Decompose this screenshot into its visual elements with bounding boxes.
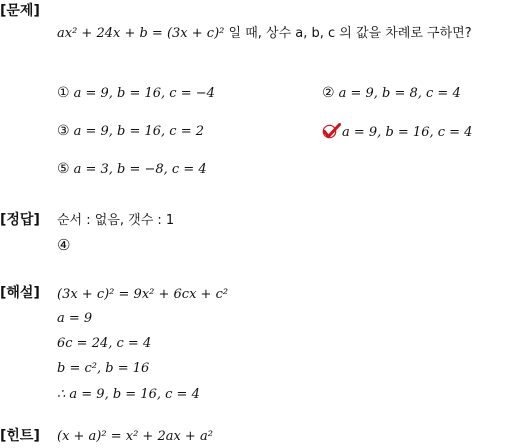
explanation-line-5: ∴ a = 9, b = 16, c = 4 (57, 387, 200, 402)
explanation-line-2: a = 9 (57, 311, 93, 326)
choice-marker: ③ (57, 123, 70, 139)
choice-2[interactable] (322, 85, 461, 102)
choice-marker: ① (57, 85, 70, 101)
choice-marker: ② (322, 85, 335, 101)
answer-meta: 순서 : 없음, 갯수 : 1 (57, 213, 175, 228)
choice-5[interactable] (57, 161, 207, 178)
answer-label: [정답] (0, 212, 40, 228)
choice-text: a = 9, b = 8, c = 4 (338, 86, 461, 101)
choice-3[interactable] (57, 123, 204, 140)
explanation-label: [해설] (0, 285, 40, 301)
explanation-line-1: (3x + c)² = 9x² + 6cx + c² (57, 287, 229, 302)
hint-text: (x + a)² = x² + 2ax + a² (57, 429, 213, 444)
answer-value: ④ (57, 236, 71, 254)
choice-1[interactable] (57, 85, 215, 102)
check-icon (322, 123, 341, 139)
choice-marker: ⑤ (57, 161, 70, 177)
hint-label: [힌트] (0, 428, 40, 444)
question-equation: ax² + 24x + b = (3x + c)² (57, 26, 225, 41)
choice-text: a = 9, b = 16, c = −4 (73, 86, 215, 101)
choice-text: a = 3, b = −8, c = 4 (73, 162, 207, 177)
question-text: 일 때, 상수 a, b, c 의 값을 차례로 구하면? (228, 26, 472, 41)
question (57, 26, 472, 42)
choice-text: a = 9, b = 16, c = 2 (73, 124, 205, 139)
choice-text: a = 9, b = 16, c = 4 (342, 125, 473, 140)
explanation-line-4: b = c², b = 16 (57, 361, 150, 376)
problem-label: [문제] (0, 3, 40, 19)
choice-4[interactable] (322, 123, 472, 141)
explanation-line-3: 6c = 24, c = 4 (57, 336, 152, 351)
